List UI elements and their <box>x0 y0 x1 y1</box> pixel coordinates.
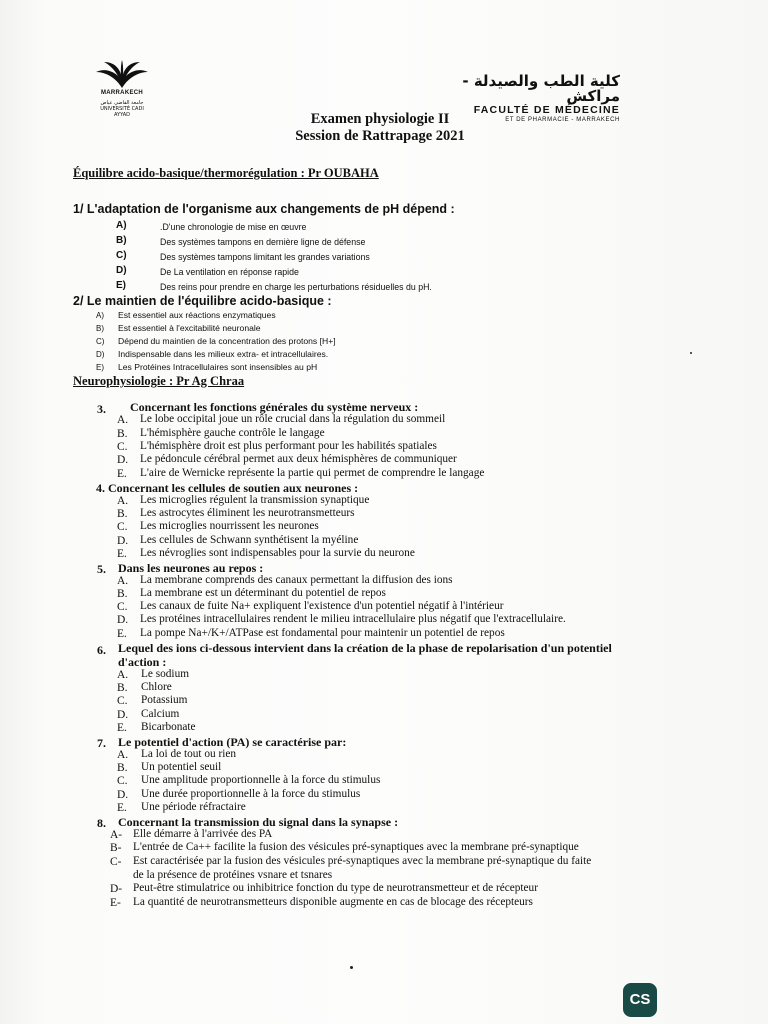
logo-left-name: MARRAKECH <box>100 90 144 96</box>
q4-option-letter: C. <box>117 521 128 533</box>
question-6-number: 6. <box>97 643 106 657</box>
q6-option-letter: B. <box>117 682 128 694</box>
q5-option-letter: D. <box>117 614 129 626</box>
q3-option-text: L'aire de Wernicke représente la partie qui permet de comprendre le langage <box>140 467 485 479</box>
question-8-number: 8. <box>97 816 106 830</box>
q5-option-text: La membrane comprends des canaux permettant la diffusion des ions <box>140 574 453 586</box>
q3-option-text: Le lobe occipital joue un rôle crucial dans la régulation du sommeil <box>140 413 446 425</box>
question-6: Lequel des ions ci-dessous intervient dans la création de la phase de repolarisation d'un potentiel <box>118 641 612 655</box>
q5-option-text: La pompe Na+/K+/ATPase est fondamental pour maintenir un potentiel de repos <box>140 627 505 639</box>
faculty-subname: ET DE PHARMACIE - MARRAKECH <box>505 117 620 123</box>
q1-option-letter: E) <box>116 280 126 291</box>
q6-option-text: Potassium <box>141 694 188 706</box>
q4-option-letter: B. <box>117 508 128 520</box>
question-2: 2/ Le maintien de l'équilibre acido-basique : <box>73 294 332 308</box>
q1-option-text: Des reins pour prendre en charge les perturbations résiduelles du pH. <box>160 282 432 292</box>
q4-option-text: Les microglies régulent la transmission synaptique <box>140 494 370 506</box>
q8-option-text: La quantité de neurotransmetteurs disponible augmente en cas de blocage des récepteurs <box>133 896 533 908</box>
q5-option-text: Les canaux de fuite Na+ expliquent l'existence d'un potentiel négatif à l'intérieur <box>140 600 504 612</box>
q4-option-letter: D. <box>117 535 129 547</box>
q7-option-text: La loi de tout ou rien <box>141 748 237 760</box>
q2-option-letter: B) <box>96 324 104 333</box>
q4-option-letter: A. <box>117 495 129 507</box>
exam-session: Session de Rattrapage 2021 <box>295 128 465 144</box>
q8-option-text: Est caractérisée par la fusion des vésicules pré-synaptiques avec la membrane pré-synaptique du faite <box>133 855 592 867</box>
q1-option-letter: A) <box>116 220 127 231</box>
q3-option-text: Le pédoncule cérébral permet aux deux hémisphères de communiquer <box>140 453 457 465</box>
q2-option-text: Dépend du maintien de la concentration des protons [H+] <box>118 336 336 346</box>
university-logo <box>92 58 152 122</box>
q6-option-letter: A. <box>117 669 129 681</box>
question-1: 1/ L'adaptation de l'organisme aux changements de pH dépend : <box>73 202 455 216</box>
question-7: Le potentiel d'action (PA) se caractérise par: <box>118 735 347 749</box>
q5-option-letter: C. <box>117 601 128 613</box>
q5-option-text: Les protéines intracellulaires rendent le milieu intracellulaire plus négatif que l'extracellulaire. <box>140 613 566 625</box>
q3-option-letter: E. <box>117 468 127 480</box>
q3-option-text: L'hémisphère gauche contrôle le langage <box>140 427 325 439</box>
q4-option-text: Les cellules de Schwann synthétisent la myéline <box>140 534 359 546</box>
q8-option-letter: A- <box>110 829 123 841</box>
q6-option-text: Calcium <box>141 708 180 720</box>
q7-option-text: Une période réfractaire <box>141 801 246 813</box>
q2-option-letter: A) <box>96 311 104 320</box>
q8-option-letter: D- <box>110 883 123 895</box>
q4-option-letter: E. <box>117 548 127 560</box>
q2-option-letter: D) <box>96 350 105 359</box>
q5-option-text: La membrane est un déterminant du potentiel de repos <box>140 587 386 599</box>
q3-option-text: L'hémisphère droit est plus performant pour les habilités spatiales <box>140 440 437 452</box>
question-5: Dans les neurones au repos : <box>118 561 264 575</box>
page-mark <box>350 966 353 969</box>
q8-option-letter: B- <box>110 842 122 854</box>
q8-option-text: Peut-être stimulatrice ou inhibitrice fonction du type de neurotransmetteur et de récepteur <box>133 882 538 894</box>
palm-emblem-icon <box>92 58 152 90</box>
q2-option-text: Indispensable dans les milieux extra- et intracellulaires. <box>118 349 329 359</box>
question-3: Concernant les fonctions générales du système nerveux : <box>130 400 419 414</box>
section-heading-neurophysiology: Neurophysiologie : Pr Ag Chraa <box>73 374 245 388</box>
faculty-arabic-name: كلية الطب والصيدلة - مراكش <box>462 72 620 105</box>
q4-option-text: Les névroglies sont indispensables pour la survie du neurone <box>140 547 415 559</box>
q5-option-letter: B. <box>117 588 128 600</box>
q8-option-text-continued: de la présence de protéines vsnare et tsnares <box>133 869 333 881</box>
q1-option-letter: D) <box>116 265 127 276</box>
q1-option-text: Des systèmes tampons en dernière ligne de défense <box>160 237 366 247</box>
q1-option-letter: B) <box>116 235 127 246</box>
q8-option-letter: C- <box>110 856 122 868</box>
question-8: Concernant la transmission du signal dans la synapse : <box>118 815 399 829</box>
q4-option-text: Les microglies nourrissent les neurones <box>140 520 319 532</box>
q3-option-letter: C. <box>117 441 128 453</box>
q3-option-letter: D. <box>117 454 129 466</box>
q6-option-letter: C. <box>117 695 128 707</box>
q5-option-letter: E. <box>117 628 127 640</box>
q2-option-letter: E) <box>96 363 104 372</box>
q7-option-text: Un potentiel seuil <box>141 761 222 773</box>
q7-option-text: Une amplitude proportionnelle à la force du stimulus <box>141 774 381 786</box>
q8-option-text: Elle démarre à l'arrivée des PA <box>133 828 273 840</box>
q2-option-text: Les Protéines Intracellulaires sont insensibles au pH <box>118 362 318 372</box>
q7-option-letter: A. <box>117 749 129 761</box>
q8-option-letter: E- <box>110 897 121 909</box>
q5-option-letter: A. <box>117 575 129 587</box>
q2-option-text: Est essentiel à l'excitabilité neuronale <box>118 323 261 333</box>
q6-option-letter: E. <box>117 722 127 734</box>
q6-option-text: Bicarbonate <box>141 721 196 733</box>
question-4: 4. Concernant les cellules de soutien aux neurones : <box>96 481 359 495</box>
q8-option-text: L'entrée de Ca++ facilite la fusion des vésicules pré-synaptiques avec la membrane pré-synaptique <box>133 841 579 853</box>
q7-option-text: Une durée proportionnelle à la force du stimulus <box>141 788 361 800</box>
faculty-name: FACULTÉ DE MÉDECINE <box>473 104 620 116</box>
logo-left-sub: جامعة القاضي عياض UNIVERSITÉ CADI AYYAD <box>100 100 144 118</box>
q3-option-letter: B. <box>117 428 128 440</box>
question-5-number: 5. <box>97 562 106 576</box>
q7-option-letter: E. <box>117 802 127 814</box>
section-heading-acid-base: Équilibre acido-basique/thermorégulation : Pr OUBAHA <box>73 166 379 180</box>
q7-option-letter: D. <box>117 789 129 801</box>
page-mark <box>690 352 692 354</box>
q4-option-text: Les astrocytes éliminent les neurotransmetteurs <box>140 507 355 519</box>
q1-option-text: .D'une chronologie de mise en œuvre <box>160 222 307 232</box>
q1-option-text: De La ventilation en réponse rapide <box>160 267 299 277</box>
scanner-app-badge[interactable]: CS <box>623 983 657 1017</box>
question-6-continued: d'action : <box>118 655 167 669</box>
question-3-number: 3. <box>97 402 106 416</box>
q2-option-letter: C) <box>96 337 105 346</box>
q6-option-text: Le sodium <box>141 668 190 680</box>
q1-option-letter: C) <box>116 250 127 261</box>
q2-option-text: Est essentiel aux réactions enzymatiques <box>118 310 276 320</box>
q7-option-letter: C. <box>117 775 128 787</box>
q6-option-text: Chlore <box>141 681 172 693</box>
q3-option-letter: A. <box>117 414 129 426</box>
question-7-number: 7. <box>97 736 106 750</box>
q1-option-text: Des systèmes tampons limitant les grandes variations <box>160 252 370 262</box>
exam-title: Examen physiologie II <box>310 111 450 127</box>
q6-option-letter: D. <box>117 709 129 721</box>
q7-option-letter: B. <box>117 762 128 774</box>
